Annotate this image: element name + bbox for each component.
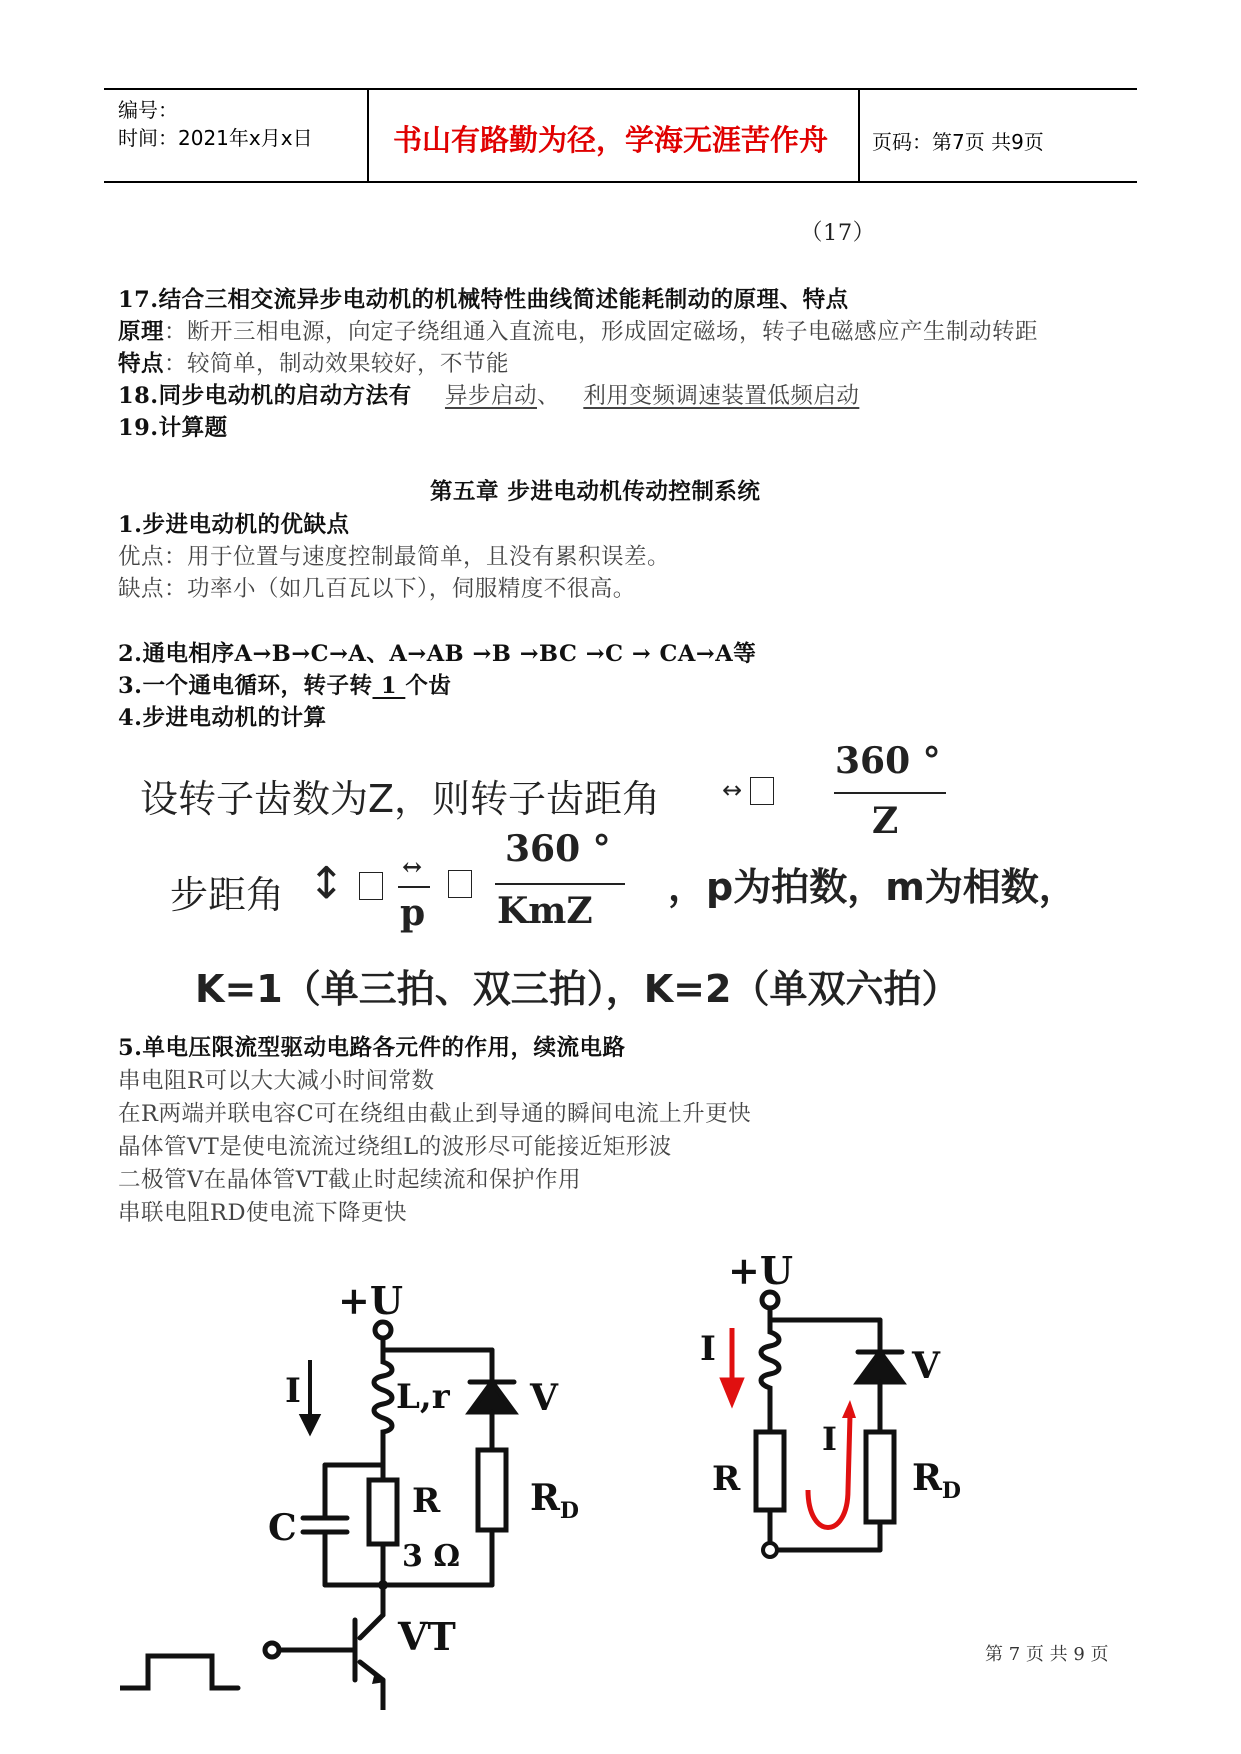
label-supply-2: +U xyxy=(728,1248,793,1293)
header-page: 页码：第7页 共9页 xyxy=(872,130,1044,154)
diode-v-2 xyxy=(858,1352,902,1382)
c3-prefix: 3.一个通电循环，转子转 xyxy=(118,673,373,699)
q18-title: 18.同步电动机的启动方法有 xyxy=(118,383,412,409)
input-pulse xyxy=(120,1656,238,1688)
formula-line2-fraction-bar xyxy=(495,883,625,885)
label-inductor: L,r xyxy=(396,1377,450,1417)
circuit-diagram-2 xyxy=(690,1240,990,1570)
label-current-left: I xyxy=(700,1329,716,1369)
q17-principle-text: ：断开三相电源，向定子绕组通入直流电，形成固定磁场，转子电磁感应产生制动转距 xyxy=(164,319,1039,345)
c5-line5: 串联电阻RD使电流下降更快 xyxy=(118,1200,407,1226)
q18-answer1: 异步启动 xyxy=(444,383,537,409)
label-rd-sub: D xyxy=(559,1498,579,1524)
q18 xyxy=(118,378,859,410)
c5-line2: 在R两端并联电容C可在绕组由截止到导通的瞬间电流上升更快 xyxy=(118,1101,752,1127)
header-bottom-rule xyxy=(104,181,1137,183)
q17-title: 17.结合三相交流异步电动机的机械特性曲线简述能耗制动的原理、特点 xyxy=(118,287,849,313)
resistor-r xyxy=(369,1480,397,1544)
formula-line3: K=1（单三拍、双三拍），K=2（单双六拍） xyxy=(195,967,960,1011)
q17-feature xyxy=(118,346,509,378)
footer-page-number: 第 7 页 共 9 页 xyxy=(985,1644,1109,1665)
label-diode: V xyxy=(530,1377,558,1419)
label-rd xyxy=(530,1477,579,1524)
label-current-loop: I xyxy=(822,1420,837,1458)
c5-line4: 二极管V在晶体管VT截止时起续流和保护作用 xyxy=(118,1167,582,1193)
formula-line1-numerator: 360 ° xyxy=(835,740,941,782)
label-capacitor: C xyxy=(268,1507,297,1549)
chapter-title: 第五章 步进电动机传动控制系统 xyxy=(430,479,761,505)
c5-line1: 串电阻R可以大大减小时间常数 xyxy=(118,1068,435,1094)
c5-title: 5.单电压限流型驱动电路各元件的作用，续流电路 xyxy=(118,1035,626,1061)
header-number: 编号： xyxy=(118,98,178,122)
c3-blank: 1 xyxy=(372,673,406,699)
formula-line2-numerator: 360 ° xyxy=(505,828,611,870)
resistor-r-2 xyxy=(756,1432,784,1510)
label-supply: +U xyxy=(338,1278,403,1323)
formula-line1-symbol: ↔ xyxy=(722,776,774,805)
missing-glyph-box xyxy=(359,872,383,900)
label-diode-2: V xyxy=(912,1345,940,1387)
inductor-coil-2 xyxy=(761,1320,779,1400)
formula-line2-frac1-numerator: ↔ xyxy=(402,852,423,881)
formula-line2-denominator: KmZ xyxy=(497,890,593,932)
formula-line1-denominator: Z xyxy=(872,800,899,842)
formula-line2-symbol: ↕ xyxy=(308,858,383,909)
circuit-diagram-1 xyxy=(120,1270,600,1710)
q19-title: 19.计算题 xyxy=(118,415,228,441)
q17-principle xyxy=(118,314,1038,346)
q17-feature-label: 特点 xyxy=(118,351,165,377)
label-rd2-main: R xyxy=(912,1457,942,1499)
label-current: I xyxy=(285,1371,301,1411)
formula-line2-tail: ，p为拍数，m为相数， xyxy=(668,865,1077,909)
q18-answer2: 利用变频调速装置低频启动 xyxy=(583,383,860,409)
diode-v xyxy=(470,1382,514,1412)
label-transistor: VT xyxy=(398,1614,456,1659)
label-rd-2 xyxy=(912,1457,961,1504)
missing-glyph-box xyxy=(750,777,774,805)
inductor-coil xyxy=(374,1350,392,1450)
c3 xyxy=(118,668,451,700)
c4-title: 4.步进电动机的计算 xyxy=(118,705,327,731)
resistor-rd-2 xyxy=(866,1432,894,1522)
q17-feature-text: ：较简单，制动效果较好，不节能 xyxy=(164,351,510,377)
label-resistance: 3 Ω xyxy=(402,1539,461,1574)
c3-suffix: 个齿 xyxy=(405,673,452,699)
label-resistor-2: R xyxy=(712,1459,741,1499)
formula-line2-text: 步距角 xyxy=(170,873,285,917)
formula-line2-frac1-bar xyxy=(398,886,430,888)
q18-sep: 、 xyxy=(536,383,560,409)
formula-line2-box2 xyxy=(448,870,472,898)
q17-principle-label: 原理 xyxy=(118,319,165,345)
label-rd2-sub: D xyxy=(941,1478,961,1504)
header-divider-left xyxy=(367,88,369,182)
equation-number: （17） xyxy=(800,220,876,246)
c5-line3: 晶体管VT是使电流流过绕组L的波形尽可能接近矩形波 xyxy=(118,1134,672,1160)
header-top-rule xyxy=(104,88,1137,90)
label-rd-main: R xyxy=(530,1477,560,1519)
header-motto: 书山有路勤为径，学海无涯苦作舟 xyxy=(393,123,829,157)
c1-pros: 优点：用于位置与速度控制最简单，且没有累积误差。 xyxy=(118,544,671,570)
resistor-rd xyxy=(478,1450,506,1530)
c1-cons: 缺点：功率小（如几百瓦以下），伺服精度不很高。 xyxy=(118,576,636,602)
formula-line1-fraction-bar xyxy=(834,792,946,794)
header-divider-right xyxy=(858,88,860,182)
formula-line1-text: 设转子齿数为Z，则转子齿距角 xyxy=(140,777,661,821)
c2-sequence: 2.通电相序A→B→C→A、A→AB →B →BC →C → CA→A等 xyxy=(118,641,757,667)
formula-line2-frac1-denominator: p xyxy=(400,892,426,934)
header-time: 时间：2021年x月x日 xyxy=(118,126,313,150)
label-resistor: R xyxy=(412,1481,441,1521)
c1-title: 1.步进电动机的优缺点 xyxy=(118,512,350,538)
missing-glyph-box xyxy=(448,870,472,898)
